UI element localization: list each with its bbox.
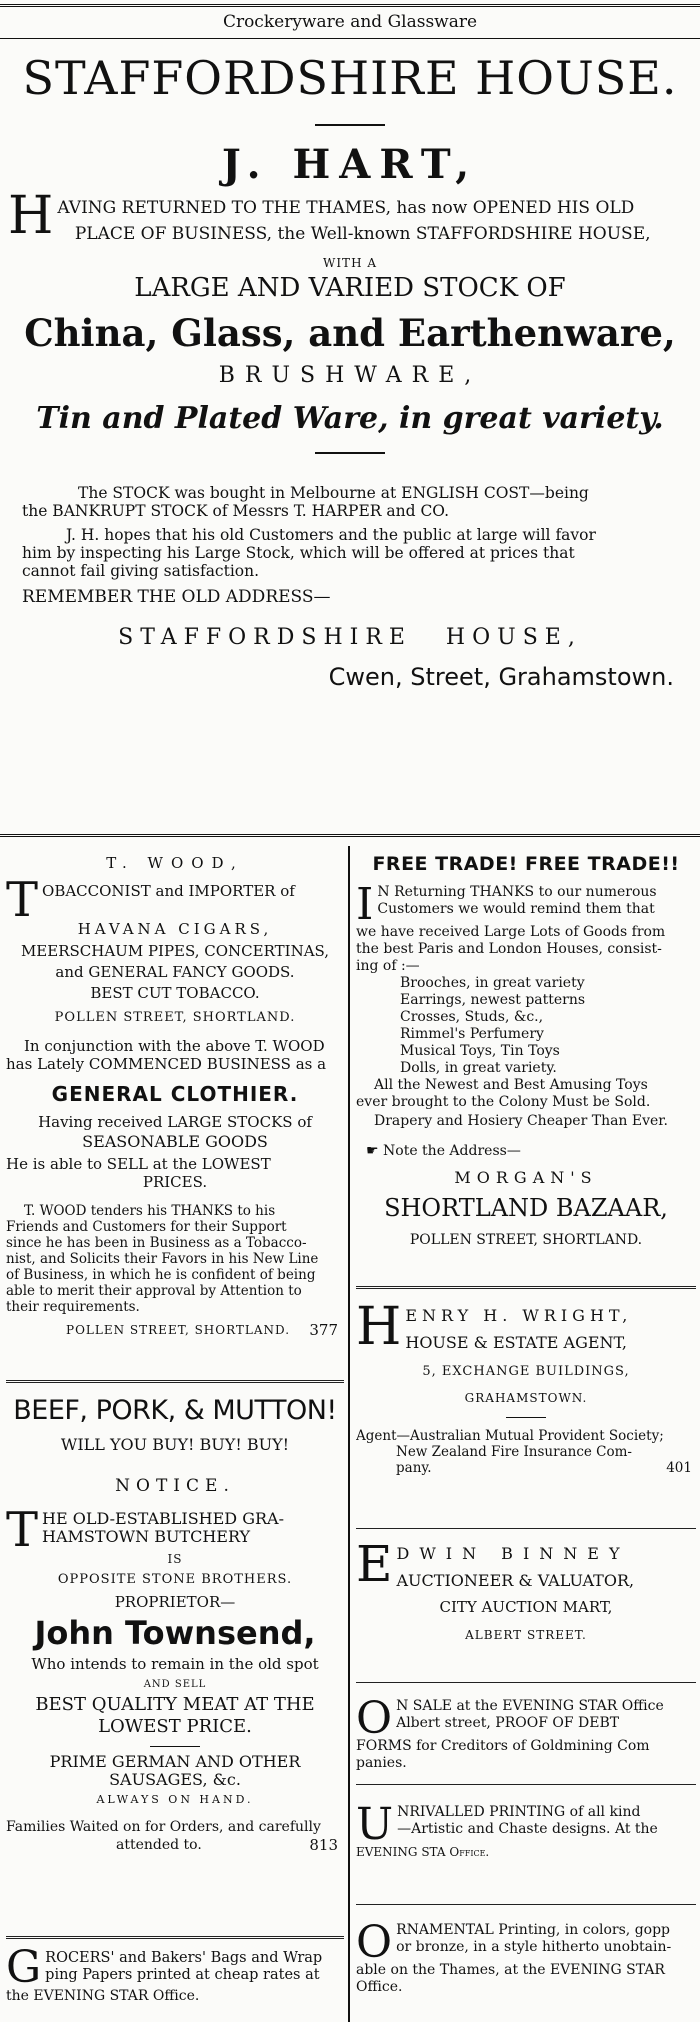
ornamental-line-4: Office. — [356, 1979, 403, 1995]
wright-line-4: GRAHAMSTOWN. — [464, 1391, 588, 1405]
printing-line-1: NRIVALLED PRINTING of all kind — [397, 1804, 641, 1820]
freetrade-item: Brooches, in great variety — [400, 975, 585, 991]
wood-initial: T — [6, 872, 39, 928]
wright-line-2: HOUSE & ESTATE AGENT, — [405, 1333, 627, 1352]
binney-ad — [356, 1535, 696, 1642]
wood-para2-line: their requirements. — [6, 1299, 140, 1315]
china-line: China, Glass, and Earthenware, — [24, 311, 676, 355]
freetrade-all-1: All the Newest and Best Amusing Toys — [374, 1077, 648, 1093]
wood-line-4: and GENERAL FANCY GOODS. — [55, 963, 295, 981]
butcher-notice: NOTICE. — [115, 1476, 235, 1496]
butcher-prime-1: PRIME GERMAN AND OTHER — [49, 1752, 301, 1771]
freetrade-note: Note the Address— — [383, 1143, 521, 1159]
title-rule — [315, 124, 385, 126]
binney-bottom-rule — [356, 1682, 696, 1683]
sale-line-2: Albert street, PROOF OF DEBT — [396, 1715, 620, 1731]
freetrade-line: we have received Large Lots of Goods from — [356, 924, 666, 940]
freetrade-initial: I — [356, 879, 374, 930]
freetrade-intro — [356, 879, 696, 975]
freetrade-ad — [356, 852, 696, 1249]
wright-agent-row — [356, 1460, 696, 1476]
hopes-paragraph — [22, 526, 682, 580]
wood-bottom-rule — [6, 1380, 344, 1383]
ad-title: STAFFORDSHIRE HOUSE. — [22, 51, 678, 105]
kicker-rule — [0, 38, 700, 39]
butcher-opposite: OPPOSITE STONE BROTHERS. — [57, 1572, 293, 1587]
binney-line-2: AUCTIONEER & VALUATOR, — [396, 1571, 635, 1590]
staffordshire-house-ad — [0, 0, 700, 838]
wood-line-5: BEST CUT TOBACCO. — [90, 984, 260, 1002]
intro-line-2: PLACE OF BUSINESS, the Well-known STAFFORDSHIRE HOUSE, — [74, 224, 651, 244]
freetrade-item: Crosses, Studs, &c., — [400, 1009, 544, 1025]
freetrade-item: Dolls, in great variety. — [400, 1060, 557, 1076]
wright-agent-1: Agent—Australian Mutual Provident Society; — [356, 1428, 664, 1444]
freetrade-all-2: ever brought to the Colony Must be Sold. — [356, 1094, 651, 1110]
butcher-prime-2: SAUSAGES, &c. — [109, 1770, 241, 1789]
butcher-proprietor: PROPRIETOR— — [114, 1593, 236, 1611]
hopes-line-1: J. H. hopes that his old Customers and the public at large will favor — [66, 526, 596, 544]
brushware-line: BRUSHWARE, — [218, 363, 482, 388]
freetrade-item: Rimmel's Perfumery — [400, 1026, 544, 1042]
printing-ad — [356, 1799, 696, 1861]
hopes-line-2: him by inspecting his Large Stock, which will be offered at prices that — [22, 544, 575, 562]
wood-signature-row — [6, 1321, 344, 1339]
wood-line-7: Having received LARGE STOCKS of — [38, 1113, 312, 1131]
printing-line-3: EVENING STA Office. — [356, 1845, 490, 1859]
grocers-line-3: the EVENING STAR Office. — [6, 1988, 200, 2004]
sale-line-3: FORMS for Creditors of Goldmining Com — [356, 1738, 650, 1754]
butcher-and-sell: AND SELL — [143, 1679, 207, 1690]
grocers-ad — [6, 1942, 344, 2005]
wright-initial: H — [356, 1297, 402, 1357]
wright-agent-2: New Zealand Fire Insurance Com- — [396, 1444, 632, 1460]
freetrade-headline: FREE TRADE! FREE TRADE!! — [372, 853, 680, 875]
freetrade-item: Musical Toys, Tin Toys — [400, 1043, 560, 1059]
sale-ad — [356, 1693, 696, 1772]
column-divider — [348, 846, 350, 2022]
section-rule — [0, 834, 700, 837]
ad-kicker: Crockeryware and Glassware — [222, 12, 478, 32]
wright-ad — [356, 1297, 696, 1476]
pointing-hand-icon: ☛ — [366, 1143, 379, 1159]
butcher-number: 813 — [309, 1836, 338, 1854]
binney-line-1: DWIN BINNEY — [396, 1544, 630, 1563]
remember-line: REMEMBER THE OLD ADDRESS— — [22, 587, 331, 607]
sale-line-1: N SALE at the EVENING STAR Office — [396, 1698, 664, 1714]
stock-para-line-2: the BANKRUPT STOCK of Messrs T. HARPER and CO. — [22, 502, 450, 520]
wood-number: 377 — [309, 1321, 338, 1339]
freetrade-item: Earrings, newest patterns — [400, 992, 586, 1008]
wood-para2-line: T. WOOD tenders his THANKS to his — [24, 1203, 276, 1219]
butcher-intends: Who intends to remain in the old spot — [31, 1655, 319, 1673]
intro-line-1: AVING RETURNED TO THE THAMES, has now OPENED HIS OLD — [57, 198, 635, 218]
sale-line-4: panies. — [356, 1755, 407, 1771]
wood-para2-line: of Business, in which he is confident of being — [6, 1267, 316, 1283]
tin-line: Tin and Plated Ware, in great variety. — [36, 401, 664, 436]
butcher-always: ALWAYS ON HAND. — [96, 1793, 254, 1806]
grocers-line-1: ROCERS' and Bakers' Bags and Wrap — [45, 1950, 323, 1966]
wright-line-1: ENRY H. WRIGHT, — [405, 1306, 633, 1325]
ornamental-line-1: RNAMENTAL Printing, in colors, gopp — [396, 1922, 671, 1938]
butcher-is: IS — [167, 1552, 183, 1566]
grocers-initial: G — [6, 1942, 42, 1993]
wood-ad — [6, 854, 344, 1339]
wood-line-10: PRICES. — [142, 1173, 208, 1191]
freetrade-pollen: POLLEN STREET, SHORTLAND. — [409, 1232, 643, 1248]
wright-rule — [506, 1417, 546, 1418]
butcher-rule — [150, 1746, 200, 1747]
wood-line-8: SEASONABLE GOODS — [82, 1132, 268, 1151]
wright-agent-3: pany. — [396, 1460, 432, 1476]
wood-para2 — [6, 1203, 344, 1315]
butcher-families-2: attended to. — [116, 1837, 202, 1853]
wood-para2-line: nist, and Solicits their Favors in his New Line — [6, 1251, 319, 1267]
binney-line-3: CITY AUCTION MART, — [439, 1598, 613, 1616]
butcher-best-2: LOWEST PRICE. — [98, 1716, 252, 1737]
butcher-initial: T — [6, 1502, 39, 1558]
freetrade-drapery: Drapery and Hosiery Cheaper Than Ever. — [374, 1113, 668, 1129]
butcher-headline: BEEF, PORK, & MUTTON! — [13, 1395, 337, 1426]
address-line-1: STAFFORDSHIRE HOUSE, — [118, 625, 582, 650]
wood-intro — [6, 872, 344, 928]
clothier-line: GENERAL CLOTHIER. — [51, 1082, 299, 1106]
stock-paragraph — [22, 484, 682, 520]
wood-signature: POLLEN STREET, SHORTLAND. — [66, 1323, 291, 1337]
hopes-line-3: cannot fail giving satisfaction. — [22, 562, 260, 580]
with-a: WITH A — [322, 256, 378, 270]
freetrade-line: N Returning THANKS to our numerous — [377, 884, 657, 900]
ornamental-line-3: able on the Thames, at the EVENING STAR — [356, 1962, 665, 1978]
ornamental-initial: O — [356, 1917, 393, 1968]
freetrade-line: Customers we would remind them that — [377, 901, 655, 917]
butcher-line-2: HAMSTOWN BUTCHERY — [42, 1527, 251, 1546]
wood-line-2: HAVANA CIGARS, — [77, 920, 273, 938]
freetrade-bottom-rule — [356, 1286, 696, 1289]
tin-rule — [315, 452, 385, 454]
wood-line-1: OBACCONIST and IMPORTER of — [42, 882, 295, 900]
ornamental-line-2: or bronze, in a style hitherto unobtain- — [396, 1939, 672, 1955]
butcher-families-row — [6, 1836, 344, 1854]
grocers-line-2: ping Papers printed at cheap rates at — [45, 1967, 320, 1983]
wright-number: 401 — [666, 1460, 692, 1476]
wood-line-9: He is able to SELL at the LOWEST — [6, 1155, 271, 1173]
left-column — [6, 846, 344, 2022]
ornamental-ad — [356, 1917, 696, 1996]
wood-para1-line-2: has Lately COMMENCED BUSINESS as a — [6, 1055, 327, 1073]
butcher-intro — [6, 1502, 344, 1558]
printing-bottom-rule — [356, 1904, 696, 1905]
butcher-buy: WILL YOU BUY! BUY! BUY! — [60, 1435, 290, 1454]
sale-bottom-rule — [356, 1784, 696, 1785]
butcher-owner: John Townsend, — [34, 1614, 316, 1652]
freetrade-note-row — [356, 1142, 696, 1160]
wood-line-3: MEERSCHAUM PIPES, CONCERTINAS, — [20, 942, 330, 960]
wood-para2-line: Friends and Customers for their Support — [6, 1219, 287, 1235]
freetrade-items — [356, 975, 696, 1077]
freetrade-bazaar: SHORTLAND BAZAAR, — [384, 1194, 668, 1222]
stock-para-line-1: The STOCK was bought in Melbourne at ENGLISH COST—being — [78, 484, 589, 502]
wright-bottom-rule — [356, 1528, 696, 1529]
wood-para2-line: able to merit their approval by Attention to — [6, 1283, 302, 1299]
butcher-bottom-rule — [6, 1936, 344, 1939]
address-line-2: Cwen, Street, Grahamstown. — [328, 663, 674, 691]
wood-name: T. WOOD, — [106, 854, 244, 872]
freetrade-line: the best Paris and London Houses, consist- — [356, 941, 662, 957]
printing-initial: U — [356, 1799, 394, 1850]
binney-initial: E — [356, 1535, 393, 1593]
merchant-name: J. HART, — [221, 141, 479, 188]
butcher-families-1: Families Waited on for Orders, and carefully — [6, 1819, 321, 1835]
right-column — [356, 846, 696, 2022]
wright-line-3: 5, EXCHANGE BUILDINGS, — [422, 1364, 630, 1379]
stock-line: LARGE AND VARIED STOCK OF — [134, 273, 566, 303]
binney-line-4: ALBERT STREET. — [465, 1628, 587, 1642]
butcher-line-1: HE OLD-ESTABLISHED GRA- — [42, 1509, 284, 1528]
wood-para2-line: since he has been in Business as a Tobacco- — [6, 1235, 307, 1251]
wood-line-6: POLLEN STREET, SHORTLAND. — [54, 1010, 296, 1025]
wood-para1-line-1: In conjunction with the above T. WOOD — [24, 1037, 325, 1055]
intro-initial: H — [8, 186, 54, 246]
intro-paragraph — [8, 186, 698, 246]
freetrade-line: ing of :— — [356, 958, 420, 974]
top-rule — [0, 4, 700, 7]
butcher-best-1: BEST QUALITY MEAT AT THE — [35, 1694, 315, 1715]
freetrade-morgans: MORGAN'S — [454, 1168, 598, 1187]
sale-initial: O — [356, 1693, 393, 1744]
butcher-ad — [6, 1394, 344, 1854]
printing-line-2: —Artistic and Chaste designs. At the — [397, 1821, 658, 1837]
